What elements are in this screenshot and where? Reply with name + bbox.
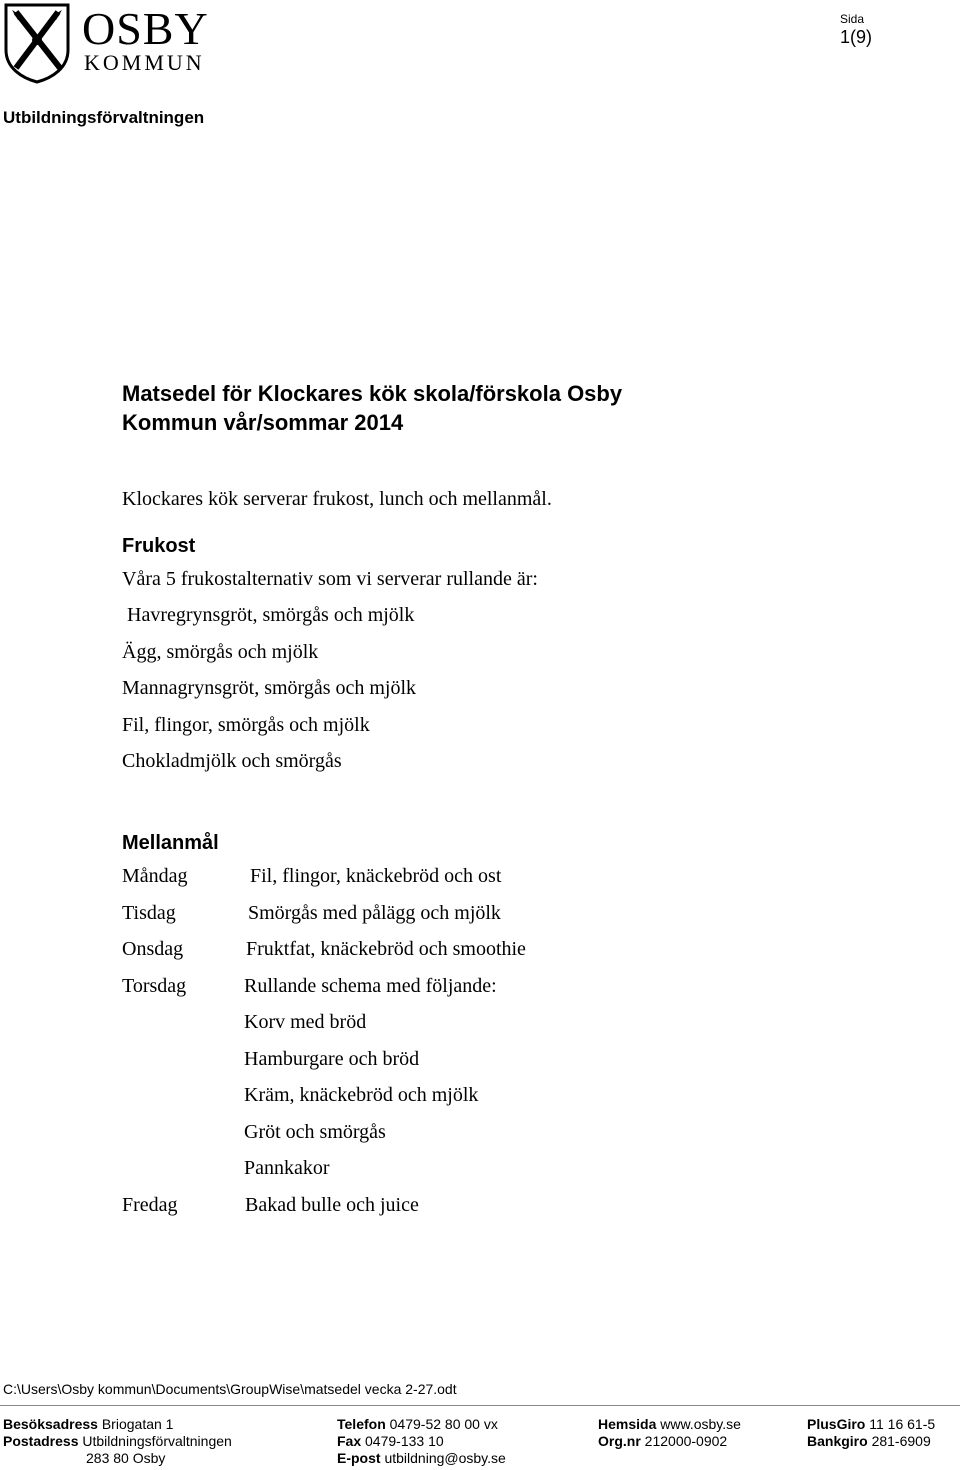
footer-visit-address: Besöksadress Briogatan 1	[3, 1416, 174, 1432]
meal-item: Rullande schema med följande:	[244, 975, 497, 997]
weekday-thursday: Torsdag	[122, 975, 187, 997]
page-number: 1(9)	[840, 27, 873, 47]
footer-website: Hemsida www.osby.se	[598, 1416, 741, 1432]
meal-item: Fruktfat, knäckebröd och smoothie	[246, 938, 526, 960]
document-title-line-2: Kommun vår/sommar 2014	[122, 410, 404, 435]
meal-item: Hamburgare och bröd	[244, 1048, 420, 1070]
footer-email: E-post utbildning@osby.se	[337, 1450, 506, 1466]
document-title-line-1: Matsedel för Klockares kök skola/förskola Osby	[122, 381, 623, 406]
frukost-item: Fil, flingor, smörgås och mjölk	[122, 714, 370, 736]
frukost-item: Chokladmjölk och smörgås	[122, 750, 342, 772]
meal-item: Smörgås med pålägg och mjölk	[248, 902, 501, 924]
footer-postal-address: Postadress Utbildningsförvaltningen	[3, 1433, 232, 1449]
weekday-tuesday: Tisdag	[122, 902, 176, 924]
frukost-item: Ägg, smörgås och mjölk	[122, 641, 319, 663]
footer-fax: Fax 0479-133 10	[337, 1433, 444, 1449]
weekday-monday: Måndag	[122, 865, 188, 887]
frukost-heading: Frukost	[122, 535, 196, 557]
page-label: Sida	[840, 12, 865, 26]
meal-item: Gröt och smörgås	[244, 1121, 386, 1143]
frukost-lead: Våra 5 frukostalternativ som vi serverar rullande är:	[122, 568, 538, 590]
meal-item: Korv med bröd	[244, 1011, 367, 1033]
footer-phone: Telefon 0479-52 80 00 vx	[337, 1416, 498, 1432]
meal-item: Bakad bulle och juice	[245, 1194, 419, 1216]
footer-postal-city: 283 80 Osby	[86, 1450, 166, 1466]
frukost-item: Mannagrynsgröt, smörgås och mjölk	[122, 677, 417, 699]
osby-coat-of-arms-logo	[2, 2, 72, 84]
footer-plusgiro: PlusGiro 11 16 61-5	[807, 1416, 936, 1432]
footer-org-number: Org.nr 212000-0902	[598, 1433, 728, 1449]
footer-bankgiro: Bankgiro 281-6909	[807, 1433, 931, 1449]
mellanmal-heading: Mellanmål	[122, 832, 219, 854]
intro-text: Klockares kök serverar frukost, lunch och mellanmål.	[122, 488, 552, 510]
file-path: C:\Users\Osby kommun\Documents\GroupWise\matsedel vecka 2-27.odt	[3, 1381, 457, 1397]
meal-item: Kräm, knäckebröd och mjölk	[244, 1084, 479, 1106]
weekday-friday: Fredag	[122, 1194, 178, 1216]
meal-item: Pannkakor	[244, 1157, 330, 1179]
department-name: Utbildningsförvaltningen	[3, 108, 205, 127]
footer-divider	[0, 1405, 960, 1406]
brand-subtitle: KOMMUN	[84, 50, 205, 75]
brand-name: OSBY	[82, 3, 209, 54]
meal-item: Fil, flingor, knäckebröd och ost	[250, 865, 502, 887]
weekday-wednesday: Onsdag	[122, 938, 184, 960]
frukost-item: Havregrynsgröt, smörgås och mjölk	[122, 604, 415, 626]
